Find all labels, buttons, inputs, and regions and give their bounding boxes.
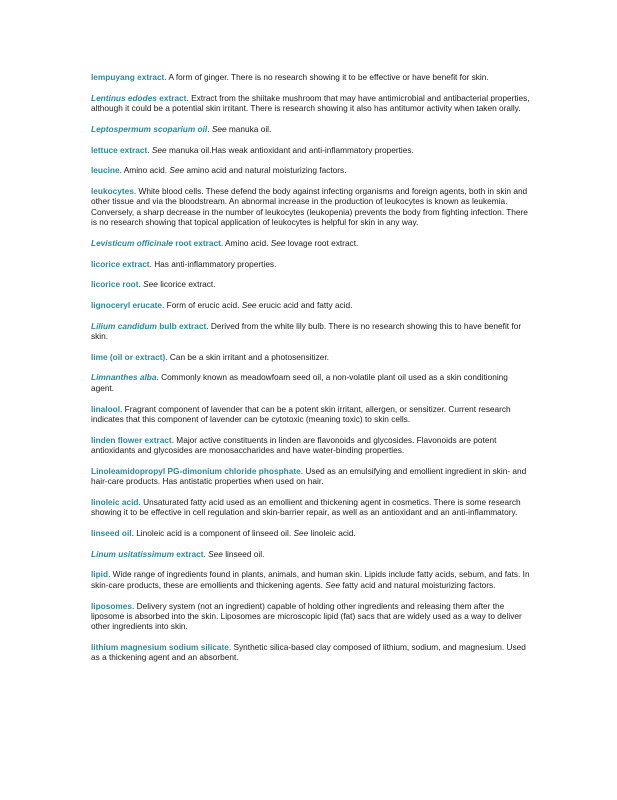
- entry-term-latin: Limnanthes alba: [91, 372, 157, 383]
- entry-definition: amino acid and natural moisturizing factors.: [184, 165, 347, 176]
- glossary-entry: [91, 549, 531, 559]
- entry-definition: linseed oil.: [222, 548, 265, 559]
- glossary-entry: [91, 497, 531, 518]
- see-reference: See: [211, 123, 227, 134]
- entry-definition: . Unsaturated fatty acid used as an emollient and thickening agent in cosmetics. There is some research showing it to be effective in cell regulation and skin-barrier repair, as well as an antioxidant and an anti-inflammatory.: [91, 496, 521, 518]
- see-reference: See: [169, 165, 185, 176]
- entry-definition: .: [207, 123, 212, 134]
- entry-term: licorice extract: [91, 258, 150, 269]
- entry-definition: linoleic acid.: [308, 528, 356, 539]
- entry-term: lime (oil or extract): [91, 351, 166, 362]
- entry-definition: . Amino acid.: [119, 165, 170, 176]
- entry-term: lettuce extract: [91, 144, 148, 155]
- entry-term: licorice root: [91, 279, 139, 290]
- entry-term: lignoceryl erucate: [91, 299, 163, 310]
- see-reference: See: [293, 528, 309, 539]
- glossary-entry: [91, 238, 531, 248]
- see-reference: See: [143, 279, 158, 290]
- entry-term: [91, 321, 157, 331]
- entry-term-latin: Linum usitatissimum: [91, 548, 174, 559]
- entry-definition: erucic acid and fatty acid.: [256, 299, 353, 310]
- glossary-page: [91, 72, 531, 673]
- entry-definition: .: [147, 144, 152, 155]
- glossary-entry: [91, 404, 531, 425]
- entry-term: linoleic acid: [91, 496, 139, 507]
- glossary-entry: [91, 279, 531, 289]
- glossary-entry: [91, 93, 531, 114]
- glossary-entry: [91, 72, 531, 82]
- entry-definition: . Synthetic silica-based clay composed of lithium, sodium, and magnesium. Used as a thickening agent and an absorbent.: [91, 642, 526, 663]
- entry-definition: . Used as an emulsifying and emollient ingredient in skin- and hair-care products. Has antistatic properties when used on hair.: [91, 465, 527, 487]
- entry-term-latin: Levisticum officinale: [91, 237, 173, 248]
- entry-term: lithium magnesium sodium silicate: [91, 642, 229, 653]
- glossary-entry: [91, 528, 531, 538]
- entry-definition: manuka oil.: [226, 123, 272, 134]
- entry-term: lempuyang extract: [91, 72, 165, 82]
- see-reference: See: [241, 299, 257, 310]
- entry-definition: fatty acid and natural moisturizing factors.: [340, 579, 496, 590]
- glossary-entry: [91, 124, 531, 134]
- entry-term: leucine: [91, 165, 120, 176]
- entry-term: [91, 93, 157, 103]
- entry-definition: . Commonly known as meadowfoam seed oil, a non-volatile plant oil used as a skin conditioning agent.: [91, 372, 508, 393]
- entry-term: linalool: [91, 403, 121, 414]
- glossary-entry: [91, 186, 531, 228]
- entry-definition: . Fragrant component of lavender that can be a potent skin irritant, allergen, or sensitizer. Current research indicates that this component of lavender can be cytotoxic (meaning toxic) to skin cells.: [91, 403, 511, 424]
- entry-definition: manuka oil.Has weak antioxidant and anti-inflammatory properties.: [166, 144, 414, 155]
- glossary-entry: [91, 466, 531, 487]
- entry-definition: . Delivery system (not an ingredient) capable of holding other ingredients and releasing them after the liposome is absorbed into the skin. Liposomes are microscopic lipid (fat) sacs that are widely used as a way to deliver other ingredients into skin.: [91, 600, 522, 632]
- glossary-entry: [91, 321, 531, 342]
- glossary-entry: [91, 435, 531, 456]
- glossary-entry: [91, 145, 531, 155]
- entry-term: lipid: [91, 569, 109, 580]
- entry-definition: . Derived from the white lily bulb. There is no research showing this to have benefit for skin.: [91, 320, 522, 342]
- entry-definition: . Wide range of ingredients found in plants, animals, and human skin. Lipids include fatty acids, sebum, and fats. In skin-care products, these are emollients and thickening agents.: [91, 569, 530, 590]
- entry-definition: . Form of erucic acid.: [162, 299, 242, 310]
- entry-definition: . Amino acid.: [220, 237, 271, 248]
- entry-term: [91, 238, 173, 248]
- see-reference: See: [151, 144, 167, 155]
- entry-definition: . Major active constituents in linden are flavonoids and glycosides. Flavonoids are potent antioxidants and glycosides are monosaccharides and have water-binding properties.: [91, 434, 497, 456]
- entry-term: [91, 124, 207, 134]
- entry-definition: .: [203, 548, 209, 559]
- entry-term-latin: Leptospermum scoparium oil: [91, 123, 208, 134]
- glossary-entry: [91, 259, 531, 269]
- see-reference: See: [208, 548, 223, 559]
- entry-definition: . A form of ginger. There is no research showing it to be effective or have benefit for skin.: [164, 72, 489, 82]
- entry-definition: . Can be a skin irritant and a photosensitizer.: [165, 351, 329, 362]
- entry-definition: . Has anti-inflammatory properties.: [149, 258, 277, 269]
- entry-definition: licorice extract.: [157, 279, 216, 290]
- entry-term: liposomes: [91, 600, 133, 611]
- entry-definition: lovage root extract.: [285, 237, 359, 248]
- entry-term: Linoleamidopropyl PG-dimonium chloride phosphate: [91, 465, 301, 476]
- glossary-entry: [91, 300, 531, 310]
- entry-term: linseed oil: [91, 528, 132, 539]
- glossary-entry: [91, 352, 531, 362]
- entry-term: [91, 372, 156, 382]
- entry-term: extract: [156, 92, 187, 103]
- entry-definition: . Extract from the shiitake mushroom that may have antimicrobial and antibacterial properties, although it could be a potential skin irritant. There is research showing it also has antitumor activity when taken orally.: [91, 92, 530, 114]
- entry-term-latin: Lentinus edodes: [91, 92, 157, 103]
- entry-term: bulb extract: [156, 320, 207, 331]
- entry-term: linden flower extract: [91, 434, 172, 445]
- entry-definition: . White blood cells. These defend the body against infecting organisms and foreign agents, both in skin and other tissue and via the bloodstream. An abnormal increase in the production of leukocytes is known as leukemia. Conversely, a sharp decrease in the number of leukocytes (leukopenia) prevents the body from fighting infection. There is no research showing that topical application of leukocytes is helpful for skin in any way.: [91, 185, 528, 228]
- glossary-entry: [91, 372, 531, 393]
- entry-term: extract: [173, 548, 204, 559]
- entry-term-latin: Lilium candidum: [91, 320, 157, 331]
- glossary-entry: [91, 165, 531, 175]
- glossary-entry: [91, 601, 531, 632]
- entry-term: leukocytes: [91, 185, 134, 196]
- entry-term: [91, 549, 174, 559]
- glossary-entry: [91, 569, 531, 590]
- entry-term: root extract: [172, 237, 221, 248]
- see-reference: See: [270, 237, 286, 248]
- glossary-entry: [91, 642, 531, 663]
- entry-definition: . Linoleic acid is a component of linseed oil.: [131, 528, 294, 539]
- entry-definition: .: [138, 279, 144, 290]
- see-reference: See: [325, 579, 341, 590]
